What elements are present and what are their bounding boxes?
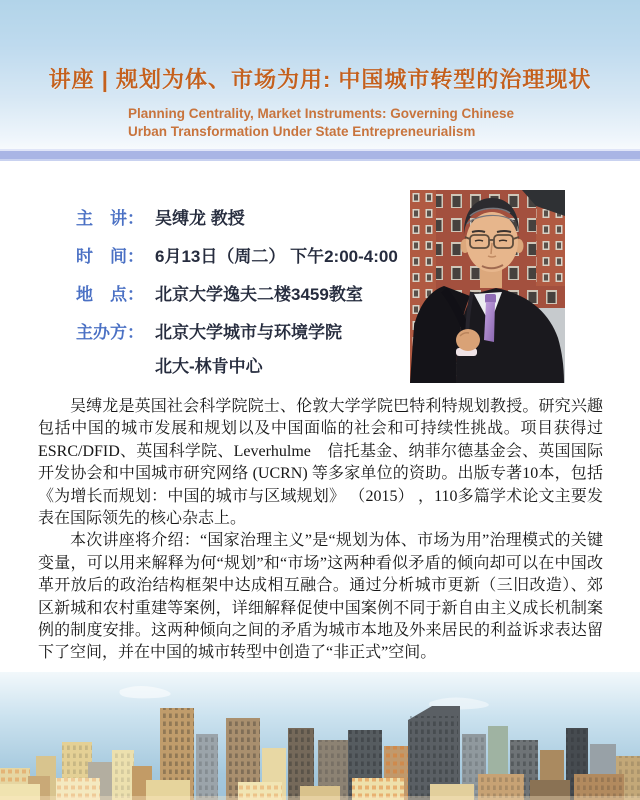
info-value: 北京大学逸夫二楼3459教室: [155, 285, 363, 304]
lecture-info: [76, 204, 398, 390]
divider-band: [0, 149, 640, 161]
subtitle-line-1: Planning Centrality, Market Instruments: Governing Chinese: [128, 106, 515, 121]
body-paragraphs: [38, 396, 603, 665]
page-subtitle: [128, 105, 514, 141]
speaker-photo: [410, 190, 565, 383]
info-label: 地 点：: [76, 285, 144, 304]
paragraph-speaker-bio: 吴缚龙是英国社会科学院院士、伦敦大学学院巴特利特规划教授。研究兴趣包括中国的城市发展和规划以及中国面临的社会和可持续性挑战。项目获得过ESRC/DFID、英国科学院、Leverhulme 信托基金、纳菲尔德基金会、英国国际开发协会和中国城市研究网络 (UCRN) 等多家单位的资助。出版专著10本，包括《为增长而规划：中国的城市与区域规划》 （2015） ，110多篇学术论文主要发表在国际领先的核心杂志上。: [38, 398, 603, 528]
info-label: 时 间：: [76, 247, 144, 266]
page-title: 讲座 | 规划为体、市场为用: 中国城市转型的治理现状: [48, 67, 592, 92]
info-label: 主 讲：: [76, 209, 144, 228]
info-label: 主办方：: [76, 323, 144, 342]
info-row-host-2: [76, 352, 398, 377]
info-row-location: [76, 280, 398, 305]
header-banner: [0, 0, 640, 149]
info-value: 6月13日（周二） 下午2:00-4:00: [155, 247, 398, 266]
info-value: 北大-林肯中心: [155, 357, 263, 376]
info-value: 吴缚龙 教授: [155, 209, 245, 228]
info-row-time: [76, 242, 398, 267]
subtitle-line-2: Urban Transformation Under State Entrepreneurialism: [128, 124, 476, 139]
paragraph-lecture-abstract: 本次讲座将介绍：“国家治理主义”是“规划为体、市场为用”治理模式的关键变量，可以用来解释为何“规划”和“市场”这两种看似矛盾的倾向却可以在中国改革开放后的政治结构框架中达成相互融合。通过分析城市更新（三旧改造）、郊区新城和农村重建等案例，详细解释促使中国案例不同于新自由主义成长机制案例的制度安排。这两种倾向之间的矛盾为城市本地及外来居民的利益诉求表达留下了空间，并在中国的城市转型中创造了“非正式”空间。: [38, 532, 603, 662]
info-value: 北京大学城市与环境学院: [155, 323, 342, 342]
skyline-photo: [0, 672, 640, 800]
info-row-speaker: [76, 204, 398, 229]
info-row-host: [76, 318, 398, 343]
